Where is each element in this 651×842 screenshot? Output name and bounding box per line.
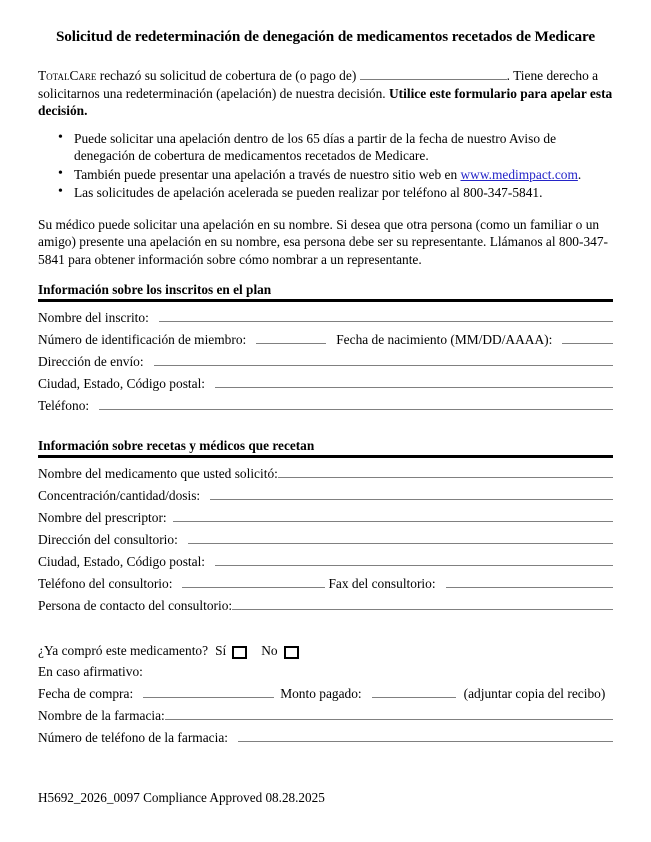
- intro-bold-instruction: Utilice este formulario para apelar esta decisión.: [38, 85, 613, 118]
- field-row-enrollee-name: [38, 308, 613, 330]
- purchase-question-row: [38, 618, 613, 662]
- representative-paragraph: Su médico puede solicitar una apelación en su nombre. Si desea que otra persona (como un familiar o un amigo) presente una apelación en su nombre, esa persona debe ser su representante. Llámanos al 800-347-5841 para obtener información sobre cómo nombrar a un representante.: [38, 216, 609, 267]
- medimpact-website-link[interactable]: www.medimpact.com: [460, 166, 578, 182]
- field-row-enrollee-phone: [38, 396, 613, 418]
- intro-text-before-blank: rechazó su solicitud de cobertura de (o pago de): [96, 68, 360, 83]
- label-office-contact: Persona de contacto del consultorio:: [38, 598, 233, 614]
- label-amount-paid: Monto pagado:: [280, 686, 362, 702]
- label-pharmacy-name: Nombre de la farmacia:: [38, 708, 165, 724]
- section-heading-prescription: Información sobre recetas y médicos que recetan: [38, 438, 315, 454]
- label-office-phone: Teléfono del consultorio:: [38, 576, 173, 592]
- input-drug-name[interactable]: [278, 464, 613, 478]
- bullet-item-deadline: [38, 130, 613, 165]
- bullet-text-deadline: Puede solicitar una apelación dentro de los 65 días a partir de la fecha de nuestro Aviso de denegación de cobertura de medicamentos recetados de Medicare.: [74, 130, 557, 164]
- label-no: No: [261, 643, 278, 659]
- section-divider-enrollee: [38, 299, 613, 302]
- label-purchase-date: Fecha de compra:: [38, 686, 134, 702]
- checkbox-yes[interactable]: [232, 646, 247, 659]
- input-amount-paid[interactable]: [372, 684, 456, 698]
- label-office-city-state-zip: Ciudad, Estado, Código postal:: [38, 554, 206, 570]
- label-member-id: Número de identificación de miembro:: [38, 332, 247, 348]
- page-title: Solicitud de redeterminación de denegación de medicamentos recetados de Medicare: [55, 28, 596, 45]
- label-city-state-zip: Ciudad, Estado, Código postal:: [38, 376, 206, 392]
- field-row-office-phone-fax: [38, 574, 613, 596]
- input-pharmacy-phone[interactable]: [238, 728, 613, 742]
- input-prescriber-name[interactable]: [173, 508, 613, 522]
- label-prescriber-name: Nombre del prescriptor:: [38, 510, 167, 526]
- input-purchase-date[interactable]: [143, 684, 274, 698]
- label-strength: Concentración/cantidad/dosis:: [38, 488, 201, 504]
- appeal-info-bullets: [38, 120, 613, 202]
- intro-paragraph: [38, 46, 613, 120]
- field-row-office-city-state-zip: [38, 552, 613, 574]
- bullet-text-website-before: También puede presentar una apelación a través de nuestro sitio web en: [74, 166, 461, 182]
- field-row-mailing-address: [38, 352, 613, 374]
- bullet-item-website: [38, 166, 613, 184]
- section-divider-prescription: [38, 455, 613, 458]
- label-drug-name: Nombre del medicamento que usted solicitó:: [38, 466, 278, 482]
- input-office-fax[interactable]: [446, 574, 613, 588]
- field-row-drug-name: [38, 464, 613, 486]
- plan-brand-name: TotalCare: [38, 68, 97, 83]
- intro-text-after-blank: . Tiene derecho a solicitarnos una redeterminación (apelación) de nuestra decisión.: [38, 68, 599, 101]
- input-member-id[interactable]: [256, 330, 326, 344]
- input-office-city-state-zip[interactable]: [215, 552, 613, 566]
- input-office-phone[interactable]: [182, 574, 325, 588]
- input-enrollee-phone[interactable]: [99, 396, 613, 410]
- label-if-affirmative: En caso afirmativo:: [38, 664, 143, 680]
- label-yes: Sí: [215, 643, 227, 659]
- label-office-address: Dirección del consultorio:: [38, 532, 178, 548]
- footer-compliance-code: H5692_2026_0097 Compliance Approved 08.28.2025: [38, 790, 325, 805]
- field-row-pharmacy-phone: [38, 728, 613, 750]
- input-date-of-birth[interactable]: [562, 330, 613, 344]
- input-strength[interactable]: [210, 486, 613, 500]
- label-enrollee-phone: Teléfono:: [38, 398, 90, 414]
- field-row-office-contact: [38, 596, 613, 618]
- field-row-office-address: [38, 530, 613, 552]
- field-row-city-state-zip: [38, 374, 613, 396]
- label-mailing-address: Dirección de envío:: [38, 354, 144, 370]
- label-office-fax: Fax del consultorio:: [328, 576, 436, 592]
- input-enrollee-name[interactable]: [159, 308, 613, 322]
- bullet-item-expedited: [38, 184, 613, 202]
- field-row-purchase-date-amount: [38, 684, 613, 706]
- label-enrollee-name: Nombre del inscrito:: [38, 310, 149, 326]
- field-row-prescriber-name: [38, 508, 613, 530]
- field-row-strength: [38, 486, 613, 508]
- label-pharmacy-phone: Número de teléfono de la farmacia:: [38, 730, 228, 746]
- coverage-request-blank[interactable]: [360, 67, 507, 80]
- field-row-member-id-dob: [38, 330, 613, 352]
- input-office-address[interactable]: [188, 530, 613, 544]
- bullet-text-expedited: Las solicitudes de apelación acelerada se pueden realizar por teléfono al 800-347-5841.: [74, 185, 543, 201]
- label-date-of-birth: Fecha de nacimiento (MM/DD/AAAA):: [336, 332, 553, 348]
- input-office-contact[interactable]: [232, 596, 613, 610]
- label-purchase-question: ¿Ya compró este medicamento?: [38, 643, 209, 659]
- input-mailing-address[interactable]: [154, 352, 613, 366]
- field-row-pharmacy-name: [38, 706, 613, 728]
- section-heading-enrollee: Información sobre los inscritos en el plan: [38, 282, 272, 298]
- bullet-text-website-after: .: [577, 166, 582, 182]
- input-city-state-zip[interactable]: [215, 374, 613, 388]
- input-pharmacy-name[interactable]: [165, 706, 613, 720]
- checkbox-no[interactable]: [284, 646, 299, 659]
- note-attach-receipt: (adjuntar copia del recibo): [463, 686, 606, 702]
